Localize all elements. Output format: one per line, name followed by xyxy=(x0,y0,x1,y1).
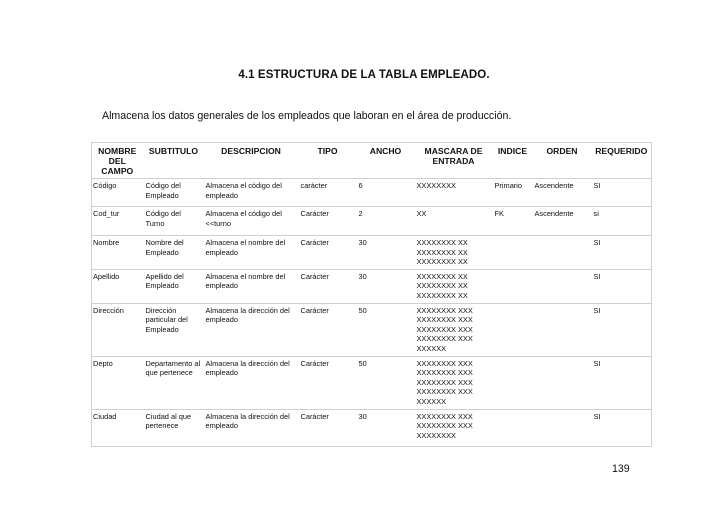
cell-index xyxy=(493,303,533,356)
cell-width: 30 xyxy=(357,269,415,303)
cell-width: 50 xyxy=(357,356,415,409)
cell-input-mask: XXXXXXXX XX XXXXXXXX XX XXXXXXXX XX xyxy=(415,269,493,303)
cell-index xyxy=(493,236,533,270)
cell-type: Carácter xyxy=(299,303,357,356)
cell-type: carácter xyxy=(299,179,357,207)
header-orden: ORDEN xyxy=(533,143,592,179)
table-row xyxy=(92,409,652,446)
cell-required: si xyxy=(592,207,652,236)
cell-subtitle: Nombre del Empleado xyxy=(144,236,204,270)
cell-description: Almacena el código del empleado xyxy=(204,179,299,207)
cell-description: Almacena el código del <<turno xyxy=(204,207,299,236)
cell-field-name: Código xyxy=(92,179,144,207)
cell-subtitle: Apellido del Empleado xyxy=(144,269,204,303)
cell-field-name: Cod_tur xyxy=(92,207,144,236)
cell-type: Carácter xyxy=(299,236,357,270)
cell-order xyxy=(533,236,592,270)
cell-required: SI xyxy=(592,179,652,207)
cell-required: SI xyxy=(592,409,652,446)
cell-order: Ascendente xyxy=(533,179,592,207)
cell-type: Carácter xyxy=(299,356,357,409)
cell-index xyxy=(493,269,533,303)
table-row xyxy=(92,207,652,236)
cell-index: FK xyxy=(493,207,533,236)
cell-input-mask: XX xyxy=(415,207,493,236)
cell-subtitle: Código del Empleado xyxy=(144,179,204,207)
cell-width: 50 xyxy=(357,303,415,356)
cell-field-name: Ciudad xyxy=(92,409,144,446)
page-number: 139 xyxy=(612,463,630,475)
table-description: Almacena los datos generales de los empleados que laboran en el área de producción. xyxy=(102,110,512,122)
cell-type: Carácter xyxy=(299,207,357,236)
cell-order xyxy=(533,303,592,356)
cell-field-name: Depto xyxy=(92,356,144,409)
cell-width: 30 xyxy=(357,236,415,270)
cell-type: Carácter xyxy=(299,269,357,303)
cell-order xyxy=(533,356,592,409)
cell-description: Almacena la dirección del empleado xyxy=(204,303,299,356)
cell-order xyxy=(533,269,592,303)
cell-required: SI xyxy=(592,269,652,303)
table-header-row xyxy=(92,143,652,179)
table-row xyxy=(92,303,652,356)
cell-width: 6 xyxy=(357,179,415,207)
table-row xyxy=(92,356,652,409)
header-ancho: ANCHO xyxy=(357,143,415,179)
cell-description: Almacena el nombre del empleado xyxy=(204,269,299,303)
header-subtitulo: SUBTITULO xyxy=(144,143,204,179)
cell-required: SI xyxy=(592,303,652,356)
cell-width: 30 xyxy=(357,409,415,446)
header-descripcion: DESCRIPCION xyxy=(204,143,299,179)
cell-description: Almacena el nombre del empleado xyxy=(204,236,299,270)
cell-input-mask: XXXXXXXX xyxy=(415,179,493,207)
cell-width: 2 xyxy=(357,207,415,236)
table-row xyxy=(92,179,652,207)
header-requerido: REQUERIDO xyxy=(592,143,652,179)
cell-subtitle: Dirección particular del Empleado xyxy=(144,303,204,356)
cell-required: SI xyxy=(592,356,652,409)
header-indice: INDICE xyxy=(493,143,533,179)
employee-structure-table xyxy=(91,142,652,447)
cell-order: Ascendente xyxy=(533,207,592,236)
cell-index xyxy=(493,356,533,409)
cell-index: Primario xyxy=(493,179,533,207)
table-row xyxy=(92,236,652,270)
cell-field-name: Nombre xyxy=(92,236,144,270)
cell-subtitle: Código del Turno xyxy=(144,207,204,236)
cell-input-mask: XXXXXXXX XXX XXXXXXXX XXX XXXXXXXX XXX XXXXXXXX XXX XXXXXX xyxy=(415,303,493,356)
cell-order xyxy=(533,409,592,446)
cell-input-mask: XXXXXXXX XXX XXXXXXXX XXX XXXXXXXX XXX XXXXXXXX XXX XXXXXX xyxy=(415,356,493,409)
cell-type: Carácter xyxy=(299,409,357,446)
cell-subtitle: Departamento al que pertenece xyxy=(144,356,204,409)
cell-required: SI xyxy=(592,236,652,270)
cell-subtitle: Ciudad al que pertenece xyxy=(144,409,204,446)
cell-description: Almacena la dirección del empleado xyxy=(204,409,299,446)
page-title: 4.1 ESTRUCTURA DE LA TABLA EMPLEADO. xyxy=(238,69,490,81)
cell-input-mask: XXXXXXXX XX XXXXXXXX XX XXXXXXXX XX xyxy=(415,236,493,270)
header-nombre-del-campo: NOMBRE DEL CAMPO xyxy=(92,143,144,179)
cell-input-mask: XXXXXXXX XXX XXXXXXXX XXX XXXXXXXX xyxy=(415,409,493,446)
cell-index xyxy=(493,409,533,446)
cell-description: Almacena la dirección del empleado xyxy=(204,356,299,409)
cell-field-name: Apellido xyxy=(92,269,144,303)
header-tipo: TIPO xyxy=(299,143,357,179)
table-row xyxy=(92,269,652,303)
cell-field-name: Dirección xyxy=(92,303,144,356)
header-mascara-de-entrada: MASCARA DE ENTRADA xyxy=(415,143,493,179)
